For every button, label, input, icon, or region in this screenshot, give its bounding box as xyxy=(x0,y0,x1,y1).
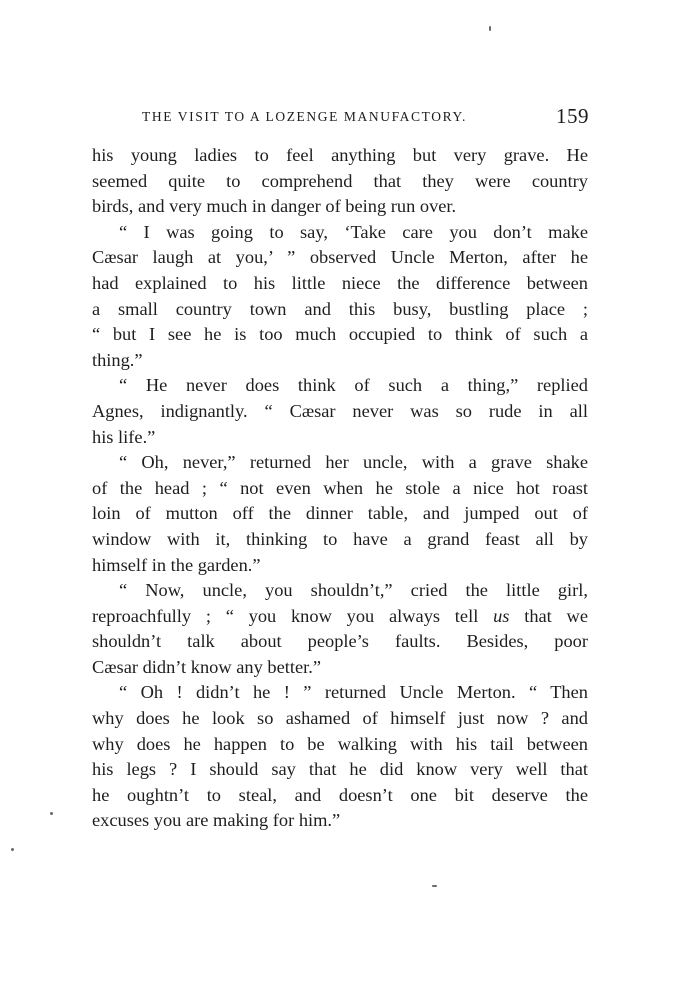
text-line: himself in the garden.” xyxy=(92,554,261,575)
body-text xyxy=(92,143,588,834)
text-line: Cæsar didn’t know any better.” xyxy=(92,656,321,677)
ink-speck xyxy=(11,848,14,851)
text-line: “ I was going to say, ‘Take care you don’t make xyxy=(119,221,588,242)
text-line: “ but I see he is too much occupied to think of such a xyxy=(92,324,588,345)
text-line: a small country town and this busy, bustling place ; xyxy=(92,298,588,319)
text-line: reproachfully ; “ you know you always tell us that we xyxy=(92,605,588,626)
page-number: 159 xyxy=(556,104,589,128)
ink-speck xyxy=(50,812,53,815)
ink-speck xyxy=(432,885,437,887)
text-line: Agnes, indignantly. “ Cæsar never was so rude in all xyxy=(92,400,588,421)
text-line: his legs ? I should say that he did know very well that xyxy=(92,759,588,780)
text-line: his life.” xyxy=(92,426,156,447)
text-line: he oughtn’t to steal, and doesn’t one bit deserve the xyxy=(92,784,588,805)
text-line: loin of mutton off the dinner table, and jumped out of xyxy=(92,503,588,524)
text-line: “ He never does think of such a thing,” replied xyxy=(119,375,588,396)
text-line: “ Oh ! didn’t he ! ” returned Uncle Merton. “ Then xyxy=(119,682,588,703)
text-line: his young ladies to feel anything but very grave. He xyxy=(92,145,588,165)
text-line: thing.” xyxy=(92,349,143,370)
text-line: had explained to his little niece the difference between xyxy=(92,272,588,293)
text-line: shouldn’t talk about people’s faults. Besides, poor xyxy=(92,631,588,652)
text-line: “ Now, uncle, you shouldn’t,” cried the little girl, xyxy=(119,580,588,601)
running-title: THE VISIT TO A LOZENGE MANUFACTORY. xyxy=(142,109,468,124)
text-line: why does he happen to be walking with his tail between xyxy=(92,733,588,754)
text-line: window with it, thinking to have a grand feast all by xyxy=(92,528,588,549)
text-line: why does he look so ashamed of himself just now ? and xyxy=(92,708,588,729)
text-line: of the head ; “ not even when he stole a nice hot roast xyxy=(92,477,588,498)
text-line: excuses you are making for him.” xyxy=(92,810,341,831)
running-header xyxy=(92,104,596,132)
text-line: Cæsar laugh at you,’ ” observed Uncle Merton, after he xyxy=(92,247,588,268)
text-line: birds, and very much in danger of being run over. xyxy=(92,196,457,217)
text-line: seemed quite to comprehend that they were country xyxy=(92,170,588,191)
ink-speck xyxy=(489,26,491,31)
text-line: “ Oh, never,” returned her uncle, with a grave shake xyxy=(119,452,588,473)
